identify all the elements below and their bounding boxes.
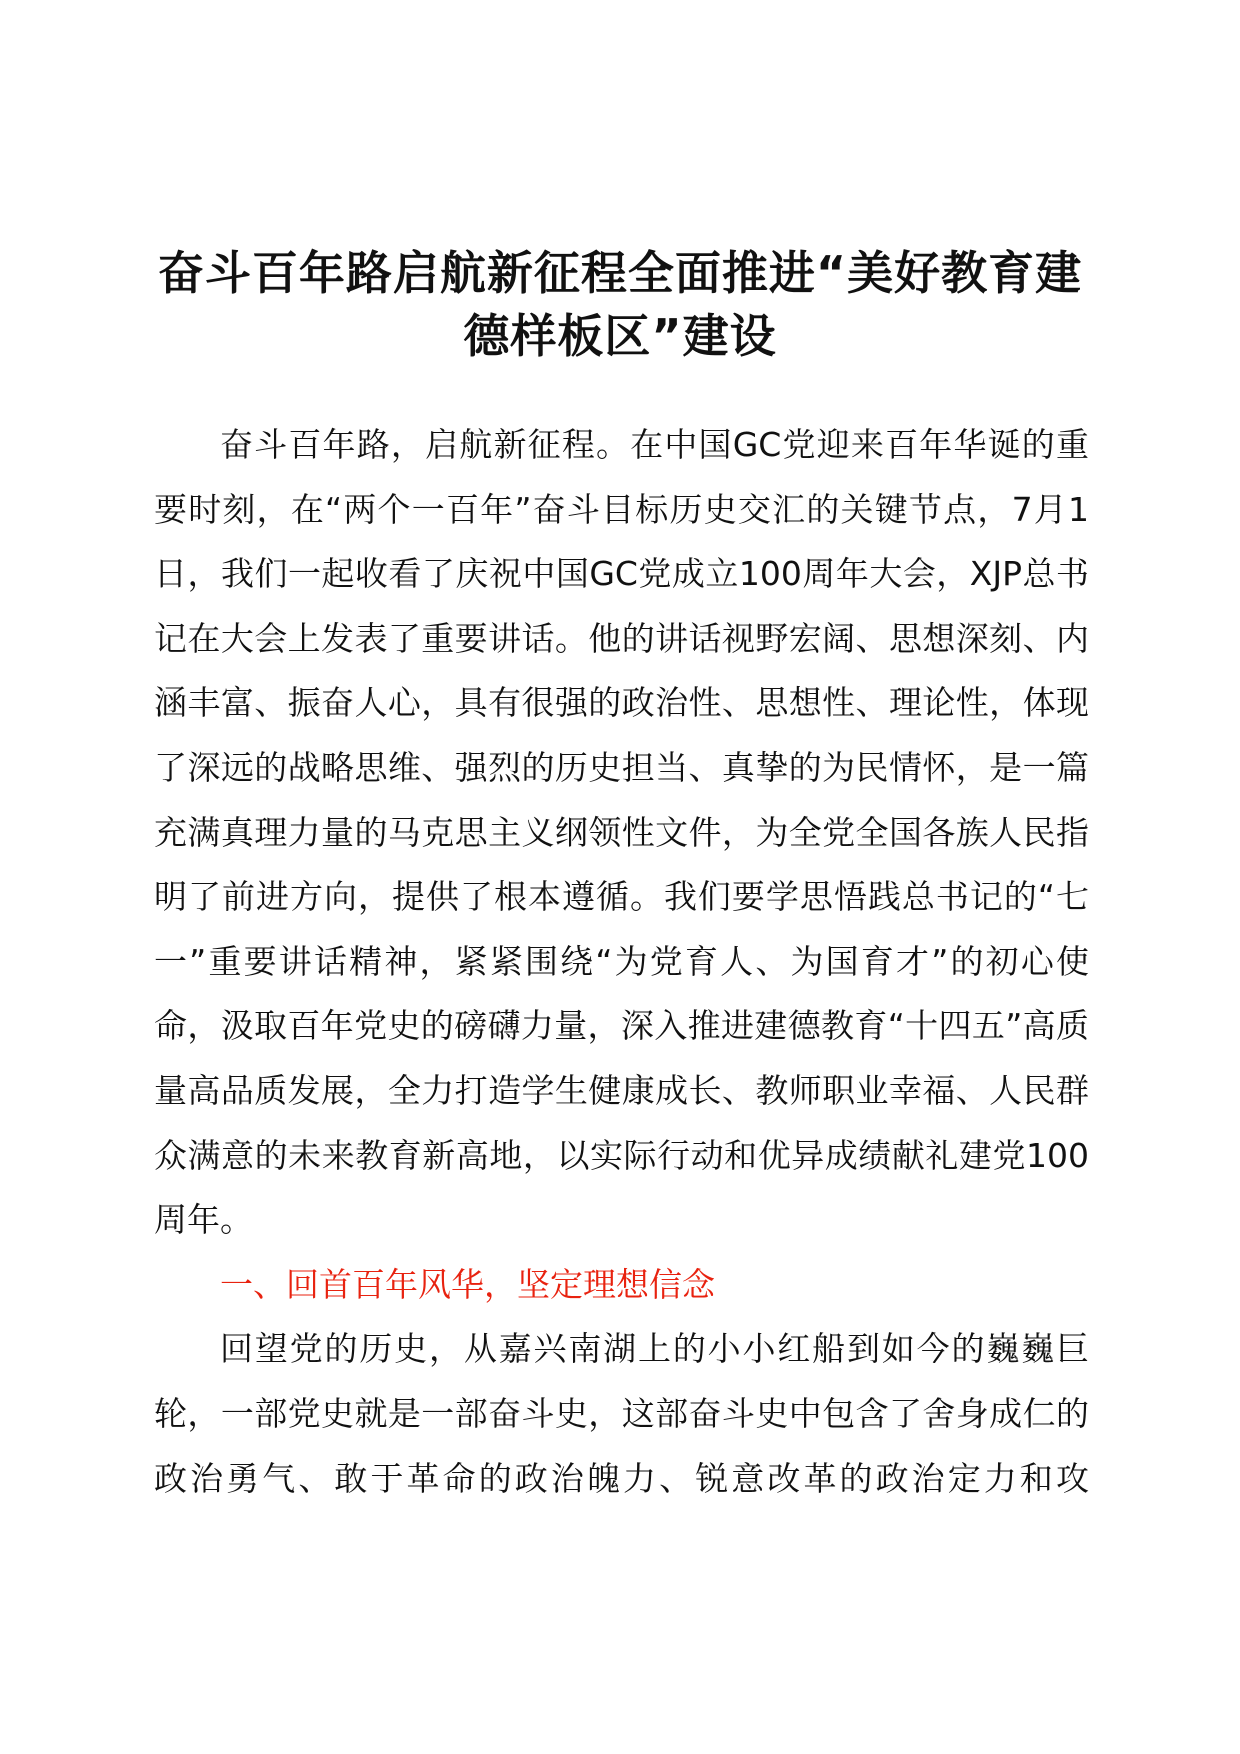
body-paragraph: 奋斗百年路，启航新征程。在中国GC党迎来百年华诞的重要时刻，在“两个一百年”奋斗目标历史交汇的关键节点，7月1日，我们一起收看了庆祝中国GC党成立100周年大会，XJP总书记在大会上发表了重要讲话。他的讲话视野宏阔、思想深刻、内涵丰富、振奋人心，具有很强的政治性、思想性、理论性，体现了深远的战略思维、强烈的历史担当、真挚的为民情怀，是一篇充满真理力量的马克思主义纲领性文件，为全党全国各族人民指明了前进方向，提供了根本遵循。我们要学思悟践总书记的“七一”重要讲话精神，紧紧围绕“为党育人、为国育才”的初心使命，汲取百年党史的磅礴力量，深入推进建德教育“十四五”高质量高品质发展，全力打造学生健康成长、教师职业幸福、人民群众满意的未来教育新高地，以实际行动和优异成绩献礼建党100周年。 <box>154 425 1089 1240</box>
section-heading: 一、回首百年风华，坚定理想信念 <box>220 1264 715 1304</box>
title-line-2: 德样板区”建设 <box>463 309 777 363</box>
document-title <box>150 242 1090 368</box>
body-paragraph: 回望党的历史，从嘉兴南湖上的小小红船到如今的巍巍巨轮，一部党史就是一部奋斗史，这部奋斗史中包含了舍身成仁的政治勇气、敢于革命的政治魄力、锐意改革的政治定力和攻 <box>154 1329 1089 1498</box>
document-body <box>154 413 1089 1511</box>
title-line-1: 奋斗百年路启航新征程全面推进“美好教育建 <box>157 246 1083 300</box>
